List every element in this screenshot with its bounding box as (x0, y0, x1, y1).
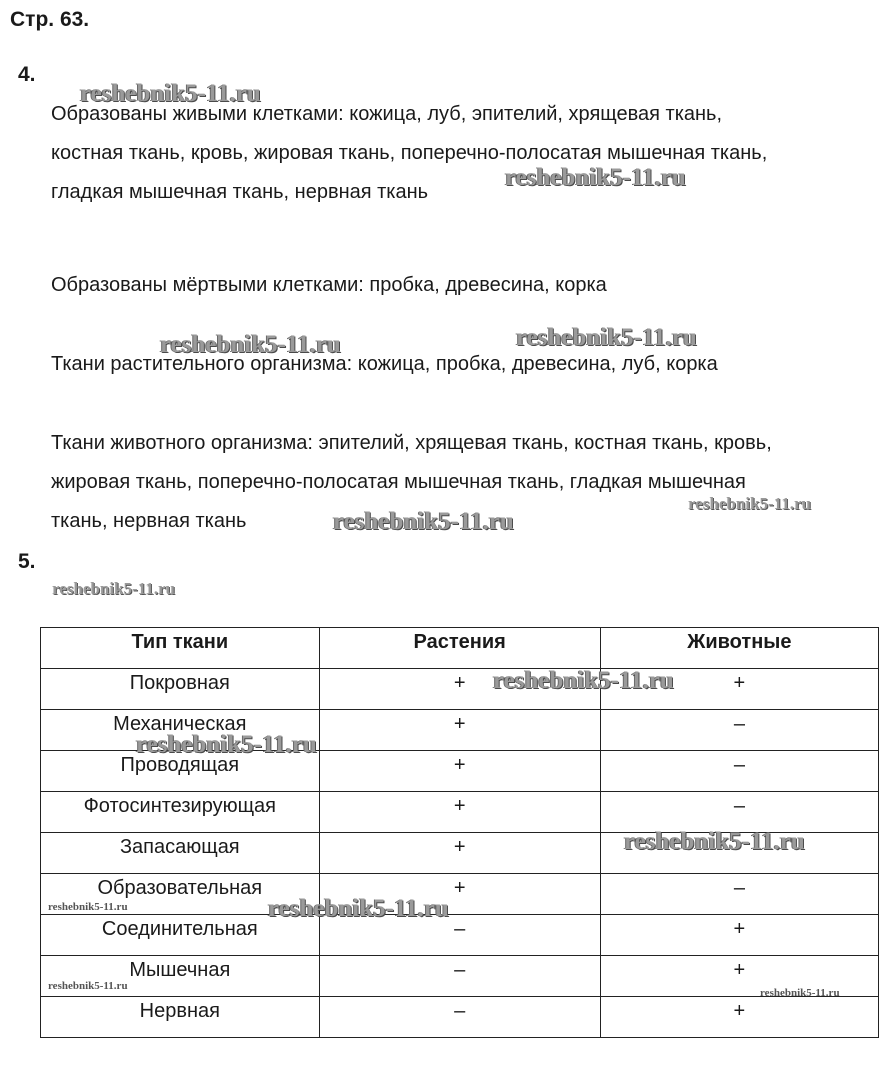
task-5-number: 5. (18, 550, 36, 573)
table-row (41, 997, 879, 1038)
animals-cell: + (600, 669, 878, 710)
animals-cell: + (600, 915, 878, 956)
plants-cell: – (319, 915, 600, 956)
watermark: reshebnik5-11.ru (505, 164, 686, 191)
tissue-type-cell: Механическая (41, 710, 320, 751)
plants-cell: + (319, 710, 600, 751)
tissue-type-cell: Мышечная (41, 956, 320, 997)
table-row (41, 669, 879, 710)
tissue-type-cell: Проводящая (41, 751, 320, 792)
animals-cell: – (600, 751, 878, 792)
table-row (41, 751, 879, 792)
plants-cell: + (319, 833, 600, 874)
dead-cells-paragraph: Образованы мёртвыми клетками: пробка, древесина, корка (51, 274, 607, 296)
header-animals: Животные (600, 628, 878, 669)
watermark: reshebnik5-11.ru (52, 579, 175, 598)
living-line-2: костная ткань, кровь, жировая ткань, поперечно-полосатая мышечная ткань, (51, 142, 768, 164)
watermark: reshebnik5-11.ru (333, 508, 514, 535)
plants-cell: – (319, 956, 600, 997)
table-row (41, 956, 879, 997)
header-tissue-type: Тип ткани (41, 628, 320, 669)
watermark: reshebnik5-11.ru (80, 80, 261, 107)
tissue-type-cell: Соединительная (41, 915, 320, 956)
table-row (41, 915, 879, 956)
table-header-row (41, 628, 879, 669)
living-line-1: Образованы живыми клетками: кожица, луб, эпителий, хрящевая ткань, (51, 103, 723, 125)
animals-cell: – (600, 710, 878, 751)
plant-tissues-paragraph: Ткани растительного организма: кожица, пробка, древесина, луб, корка (51, 353, 718, 375)
table-row (41, 874, 879, 915)
watermark: reshebnik5-11.ru (516, 324, 697, 351)
animal-line-1: Ткани животного организма: эпителий, хрящевая ткань, костная ткань, кровь, (51, 432, 772, 454)
tissue-type-cell: Покровная (41, 669, 320, 710)
tissue-type-cell: Фотосинтезирующая (41, 792, 320, 833)
plants-cell: – (319, 997, 600, 1038)
watermark: reshebnik5-11.ru (760, 987, 840, 999)
table-row (41, 833, 879, 874)
watermark: reshebnik5-11.ru (136, 731, 317, 758)
plants-cell: + (319, 874, 600, 915)
plants-cell: + (319, 792, 600, 833)
plants-cell: + (319, 751, 600, 792)
animals-cell: + (600, 956, 878, 997)
task-4-number: 4. (18, 63, 36, 86)
watermark: reshebnik5-11.ru (48, 980, 128, 992)
table-row (41, 710, 879, 751)
tissue-type-cell: Нервная (41, 997, 320, 1038)
plants-cell: + (319, 669, 600, 710)
page-header: Стр. 63. (10, 8, 90, 31)
table-row (41, 792, 879, 833)
animals-cell: – (600, 874, 878, 915)
watermark: reshebnik5-11.ru (493, 667, 674, 694)
animals-cell: + (600, 997, 878, 1038)
animal-line-3: ткань, нервная ткань (51, 510, 247, 532)
watermark: reshebnik5-11.ru (160, 331, 341, 358)
watermark: reshebnik5-11.ru (624, 828, 805, 855)
living-line-3: гладкая мышечная ткань, нервная ткань (51, 181, 429, 203)
watermark: reshebnik5-11.ru (688, 494, 811, 513)
watermark: reshebnik5-11.ru (268, 895, 449, 922)
tissue-type-cell: Образовательная (41, 874, 320, 915)
animals-cell (600, 833, 878, 874)
tissue-type-cell: Запасающая (41, 833, 320, 874)
header-plants: Растения (319, 628, 600, 669)
living-cells-paragraph (51, 95, 886, 212)
animals-cell: – (600, 792, 878, 833)
tissue-table (40, 627, 879, 1038)
animal-line-2: жировая ткань, поперечно-полосатая мышечная ткань, гладкая мышечная (51, 471, 746, 493)
animal-tissues-paragraph (51, 424, 886, 541)
watermark: reshebnik5-11.ru (48, 901, 128, 913)
